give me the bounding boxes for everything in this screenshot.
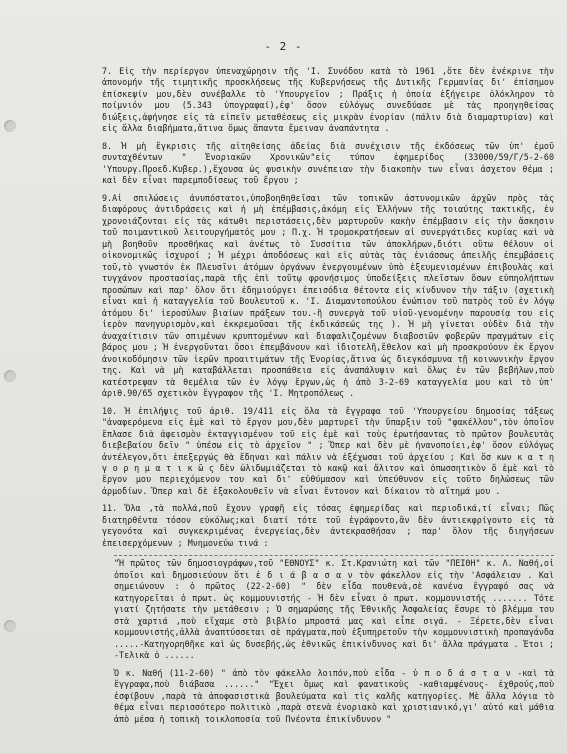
quoted-passage-kraniotis: "Ἡ πρῶτος τῶν δημοσιογράφων,τοῦ "ΕΘΝΟΥΣ" κ. Στ.Κρανιώτη καὶ τῶν "ΠΕΙΘΗ" κ. Λ. Ναθή,οἱ ὁποῖοι καὶ δημοσιεύουν ὅτι ἐ δ ι ά β α σ α ν τὸν φάκελλον εἰς τὴν 'Ασφάλειαν . Καὶ σημειώνουν : ὁ πρῶτος (22-2-60) " δὲν εἶδα πουθενὰ,σὲ κανένα ἔγγραφό σας νὰ κατηγορεῖται ὁ πρωτ. ὡς κομμουνιστής - Ἡ δὲν εἶναι ὁ πρωτ. κομμουνιστής ....... Τότε γιατί ζητήσατε τὴν μετάθεσιν ; Ὁ σημαρώσης τῆς Ἐθνικῆς Ἀσφαλείας ἔσυρε τὸ βλέμμα του στὰ χαρτιά ,ποὺ εἴχαμε στὸ βιβλίο μπροστά μας καὶ εἶπε σιγά. - Ξέρετε,δὲν εἶναι κομμουνιστής,ἀλλὰ ἀναπτύσσεται σὲ πράγματα,ποὺ ἐξυπηρετοῦν τὴν κομμουνιστικὴ προπαγάνδα .....-Κατηγορηθῆκε καὶ ὡς δυσεβής,ὡς ἐθνικῶς ἐπικίνδυνος καὶ δι' ἄλλα πράγματα . Ἐτοι ; -Τελικὰ ὁ ...... (114, 555, 554, 661)
document-body (102, 66, 554, 729)
punch-hole (4, 120, 16, 132)
quoted-passage-nathi: Ὁ κ. Ναθή (11-2-60) " ἀπὸ τὸν φάκελλο λοιπόν,ποὺ εἶδα - ὑ π ο δ ά σ τ α ν -καὶ τὰ ἔγγραφα,ποὺ διάβασα ......" "Ἐχει ὅμως καὶ φανατικοὺς -καθιαμφένους- ἐχθρούς,ποὺ ἐσφίβουν ,παρὰ τὰ ἀποφασιστικὰ βουλεύματα καὶ τὶς καλῆς κατηγορίες. Μὲ ἄλλα λόγια τὸ θέμα εἶναι περισσότερο πολιτικὸ ,παρὰ στενὰ ἐνοριακὸ καὶ χριστιανικό,γι' αὐτό καὶ μάθια ἀπὸ μέσα ἡ τοπικὴ τοικλοποσία τοῦ Πνέοντα ἐπικίνδυνον " (114, 667, 554, 724)
paragraph-10: 10. Ἡ ἐπιλήψις τοῦ ἀριθ. 19/411 εἰς ὅλα τὰ ἔγγραφα τοῦ 'Υπουργείου δημοσίας τάξεως "ἀναφερόμενα εἰς ἐμὲ καὶ τὸ ἔργον μου,δὲν μαρτυρεῖ τὴν ὕπαρξιν τοῦ "φακέλλου",τὸν ὁποῖον ἔπλασε διὰ ἀφεισμὸν ἐκταγγισμένον τοῦ εἰς ἐμὲ καὶ τοὺς ἐρωτήσαντας τὸ πρῶτον βουλευτὰς διεβεβαίου δεῖν " ὑπέσω εἰς τὸ ἀρχεῖον " ; Ὅπερ καὶ δὲν μὲ ἠνανοποίει,ἐφ' ὅσον εὐλόγως ἀντέλεγον,ὅτι ἐπεξεργώς θὰ ἔδηναι καὶ πάλιν νὰ ἐξέχωσαι τοῦ ἀρχείου ; Καὶ ὅσ κων κ α τ η γ ο ρ η μ α τ ι κ ῶ ς δὲν ὠλιδωμιάζεται τὸ κακῷ καὶ ἅλιτον καὶ ὀπωσσητικὸν ὅ ἐμὲ καὶ τὸ ἔργον μου περιεχόμενον του καὶ δι' εὐθύμασον καὶ ὑπεύθυνον εἰς τοῦτο δηλώσεως τῶν ἁρμοδίων. Ὅπερ καὶ δὲ ἐξακολουθεῖν νὰ εἶναι ἔντονον καὶ δίκαιον τὸ αἴτημά μου . (102, 405, 554, 496)
page-number: - 2 - (264, 40, 303, 53)
paragraph-8: 8. Ἡ μὴ ἔγκρισις τῆς αἰτηθείσης ἀδείας διὰ συνέχισιν τῆς ἐκδόσεως τῶν ὑπ' ἐμοῦ συνταχθέντων " Ἐνοριακῶν Χρονικῶν"εἰς τύπον ἐφημερίδος (33000/59/Γ/5-2-60 'Υπουργ.Προεδ.Κυβερ.),ἔχουσα ὡς φυσικὴν συνέπειαν τὴν διακοπὴν των εἶναι ἀσχετον θέμα ; καὶ δὲν εἶναι παρεμποδίσεως τοῦ ἔργου ; (102, 140, 554, 186)
paragraph-9: 9.Αἱ σπιλώσεις ἀνυπόστατοι,ὑποβοηθηθεῖσαι τῶν τοπικῶν ἀστυνομικῶν ἀρχῶν πρὸς τὰς διαφόρους ἀντιδράσεις καὶ ἡ μὴ ἐπέμβασις,ἀκόμη εἰς Ἐλλήνων τῆς τοιαύτης τακτικῆς, ἐν χρονοιάζονται εἰς τὰς κάτωθι περιστάσεις,δὲν μαρτυροῦν κακὴν ἐπέμβασιν εἰς τὴν ἄσκησιν τοῦ ποιμαντικοῦ λειτουργήματός μου ; Π.χ. Ἡ τρομοκρατήσεων αἱ συνεργάτιδες κυρίας καὶ νὰ μὴ βοηθοῦν προσθήκας καὶ ἀνέτως τὸ Συσσίτια τῶν ἀποκλήρων,διότι οὕτω θέλουν οἱ οἰκονομικῶς ἰσχυροί ; Ἡ μέχρι ἀποδόσεως καὶ εἰς αὐτὰς τὰς ἐνιάσσως ἀπειλῆς ἐπεμβάσεις τοῦ,τὸ γνωστόν ἐκ Πλευσῖνι ἀτόμων ὀργάνων ἐνεργουμένων ὑπὸ ἐξευμενισμένων ἐπιβουλὰς καὶ τυγχάνον προστασίας,παρὰ τῆς ἐπὶ τοῦτῳ φρονήσιμος ὑποδείξεις πλεῖστων ὅσων εὐπηολήπτων προσώπων καὶ παρ' ὅλον ὅτι ἐδημιούργει ἐπεισόδια θέτοντα εἰς κίνδυνον τὴν τάξιν (σχετικὴ εἶναι καὶ ἡ καταγγελία τοῦ Βουλευτοῦ κ. 'Ι. Διαμαντοπούλου ἐνώπιον τοῦ πατρὸς τοῦ ἐν λόγῳ ἀτόμου δι' ἱεροσύλων βιαίων πράξεων του.-ἢ συνεργὰ τοῦ υἱοῦ-γενομένην παρουσίᾳ του εἰς ἱερὸν πανηγυρισμὸν,καὶ ἐκκρεμοῦσαι τῆς ἐκδικάσεώς της ). Ἡ μὴ γίνεται οὐδὲν διὰ τὴν ἀναχαίτισιν τῶν σπιμένων κρυπτομένων καὶ διαφαλιζομένων διαβοσιῶν φοβερῶν πραγμάτων εἰς βάρος μου ; Ἡ ἐνεργοῦνται ὅσοι ἐπεμβάνουν καὶ ἰδιοτελῆ,ἔθελον καὶ μὴ προσκρούουν ἐκ ἔργον ἀνοικοδόμησιν τῶν ἱερῶν προαιτιμάτων τῆς Ἐνορίας,ἅτινα ὡς διεγκόσμυνα τῇ κοινωνικὴν ἔργον της. Καὶ νὰ μὴ καταβάλλεται προσπάθεια εἰς ἀναπάλυψιν καὶ ὅλως ἐν τῶν βεβήλων,ποὺ κατέστρεψαν τὰ θεμέλια τῶν ἐν λόγῳ ἔργων,ὡς ἡ ἀπὸ 3-2-69 καταγγελία μου καὶ τὸ ὑπ' ἀριθ.90/65 σχετικὸν ἔγγραφον τῆς 'Ι. Μητροπόλεως . (102, 192, 554, 399)
paragraph-11: 11. Ὅλα ,τὰ πολλά,ποῦ ἔχουν γραφῆ εἰς τόσας ἐφημερίδας καὶ περιοδικά,τί εἶναι; Πῶς διατηρθέντα τόσον εὐκόλως;καὶ διατί τότε τοῦ ἐγράφοντο,ἂν δὲν ἀντιεκφρίγοντο εἰς τὰ γεγονότα καὶ συγκεκριμένας ἐνεργείας,δὲν ἀντεκρασθήσαν ; παρ' ὅλον τῆς διηγήσεων ἐπεισερχόμενων ; Μνημονεύω τινά : (102, 503, 554, 548)
punch-hole (4, 620, 16, 632)
punch-hole (4, 370, 16, 382)
paragraph-7: 7. Εἰς τὴν περίεργον ὑπεναχώρησιν τῆς 'Ι. Συνόδου κατὰ τὸ 1961 ,ὅτε δὲν ἐνέκρινε τὴν ἀπονομήν τῆς τιμητικῆς προσκλήσεως τῆς Κυβερνήσεως τῆς Δυτικῆς Γερμανίας δι' ἐπίσημον ἐπίσκεψίν μου,δὲν συνέβαλλε τὸ 'Υπουργεῖον ; Πράξις ἡ ὁποία ἐξήγειρε ὁλόκληρον τὸ ποίμνιόν μου (5.343 ὑπογραφαί),ἐφ' ὅσον εὐλόγως συνεδύασε μὲ τὰς προηγηθείσας διώξεις,ἀφήνησε εἰς τὰ εἰπεῖν μεταθέσεως εἰς μικρὰν ἐνορίαν (πάλιν διὰ διαμαρτυρίαν) καὶ εἰς ἄλλα διαβήματα,ἅτινα ὅμως ἅπαντα ἔμειναν ἀναπάντητα . (102, 66, 554, 134)
